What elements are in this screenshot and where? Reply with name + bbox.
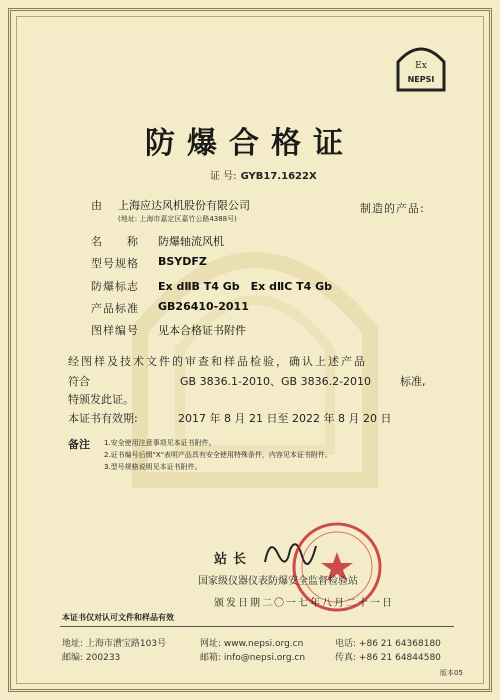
footer-web bbox=[200, 636, 303, 649]
body-line-2-standards: GB 3836.1-2010、GB 3836.2-2010 bbox=[180, 375, 372, 388]
issuer-name: 国家级仪器仪表防爆安全监督检验站 bbox=[198, 576, 358, 587]
footer-zip-label: 邮编: bbox=[62, 653, 84, 663]
cert-number bbox=[210, 167, 317, 182]
footer-fax bbox=[335, 650, 441, 663]
footer-fax-value: +86 21 64844580 bbox=[358, 653, 441, 663]
note-2: 2.证书编号后缀"X"表明产品具有安全使用特殊条件，内容见本证书附件。 bbox=[104, 451, 332, 459]
row-label-drawing: 图样编号 bbox=[91, 324, 139, 337]
svg-text:Ex: Ex bbox=[415, 61, 427, 71]
footer-email-label: 邮箱: bbox=[200, 653, 222, 663]
station-label: 站长 bbox=[214, 552, 253, 567]
nepsi-ex-logo-icon bbox=[392, 38, 450, 96]
bottom-note: 本证书仅对认可文件和样品有效 bbox=[62, 613, 174, 622]
notes-label: 备注 bbox=[68, 438, 90, 451]
footer-web-value[interactable]: www.nepsi.org.cn bbox=[223, 639, 304, 649]
version-label: 版本05 bbox=[440, 669, 463, 677]
page-title: 防爆合格证 bbox=[145, 126, 355, 161]
body-line-1: 经图样及技术文件的审查和样品检验，确认上述产品 bbox=[68, 355, 367, 368]
bottom-divider bbox=[60, 626, 454, 627]
row-value-standard: GB26410-2011 bbox=[158, 300, 249, 313]
footer-tel-label: 电话: bbox=[335, 639, 357, 649]
footer-tel-value: +86 21 64368180 bbox=[358, 639, 441, 649]
footer-address-value: 上海市漕宝路103号 bbox=[85, 639, 167, 649]
cert-number-label: 证 号: bbox=[210, 171, 237, 182]
footer-email bbox=[200, 650, 305, 663]
footer-tel bbox=[335, 636, 441, 649]
issue-date: 颁发日期二〇一七年八月二十一日 bbox=[214, 598, 394, 609]
footer-zip bbox=[62, 650, 120, 663]
validity-label: 本证书有效期: bbox=[68, 412, 138, 425]
maker-label: 制造的产品: bbox=[360, 202, 425, 215]
validity-value: 2017 年 8 月 21 日至 2022 年 8 月 20 日 bbox=[178, 412, 392, 425]
footer-email-value[interactable]: info@nepsi.org.cn bbox=[223, 653, 306, 663]
footer-address bbox=[62, 636, 166, 649]
row-label-ex-marking: 防爆标志 bbox=[91, 280, 139, 293]
body-line-2-right: 标准, bbox=[400, 375, 426, 388]
row-value-ex-marking: Ex dⅡB T4 Gb Ex dⅡC T4 Gb bbox=[158, 280, 333, 293]
svg-text:NEPSI: NEPSI bbox=[407, 75, 435, 84]
row-label-name: 名 称 bbox=[91, 235, 139, 248]
row-value-drawing: 见本合格证书附件 bbox=[158, 324, 246, 337]
cert-number-value: GYB17.1622X bbox=[240, 171, 317, 182]
row-value-model: BSYDFZ bbox=[158, 255, 207, 268]
manufacturer-address: (地址: 上海市嘉定区嘉竹公路4388号) bbox=[118, 215, 237, 223]
note-1: 1.安全使用注意事项见本证书附件。 bbox=[104, 439, 216, 447]
body-line-2-left: 符合 bbox=[68, 375, 90, 388]
row-value-name: 防爆轴流风机 bbox=[158, 235, 224, 248]
row-value-manufacturer: 上海应达风机股份有限公司 bbox=[118, 199, 250, 212]
footer-address-label: 地址: bbox=[62, 639, 84, 649]
row-label-model: 型号规格 bbox=[91, 257, 139, 270]
body-line-3: 特颁发此证。 bbox=[68, 393, 134, 406]
row-label-manufacturer: 由 bbox=[91, 199, 103, 212]
footer-fax-label: 传真: bbox=[335, 653, 357, 663]
footer-zip-value: 200233 bbox=[85, 653, 121, 663]
row-label-standard: 产品标准 bbox=[91, 302, 139, 315]
note-3: 3.型号规格说明见本证书附件。 bbox=[104, 463, 202, 471]
footer-web-label: 网址: bbox=[200, 639, 222, 649]
